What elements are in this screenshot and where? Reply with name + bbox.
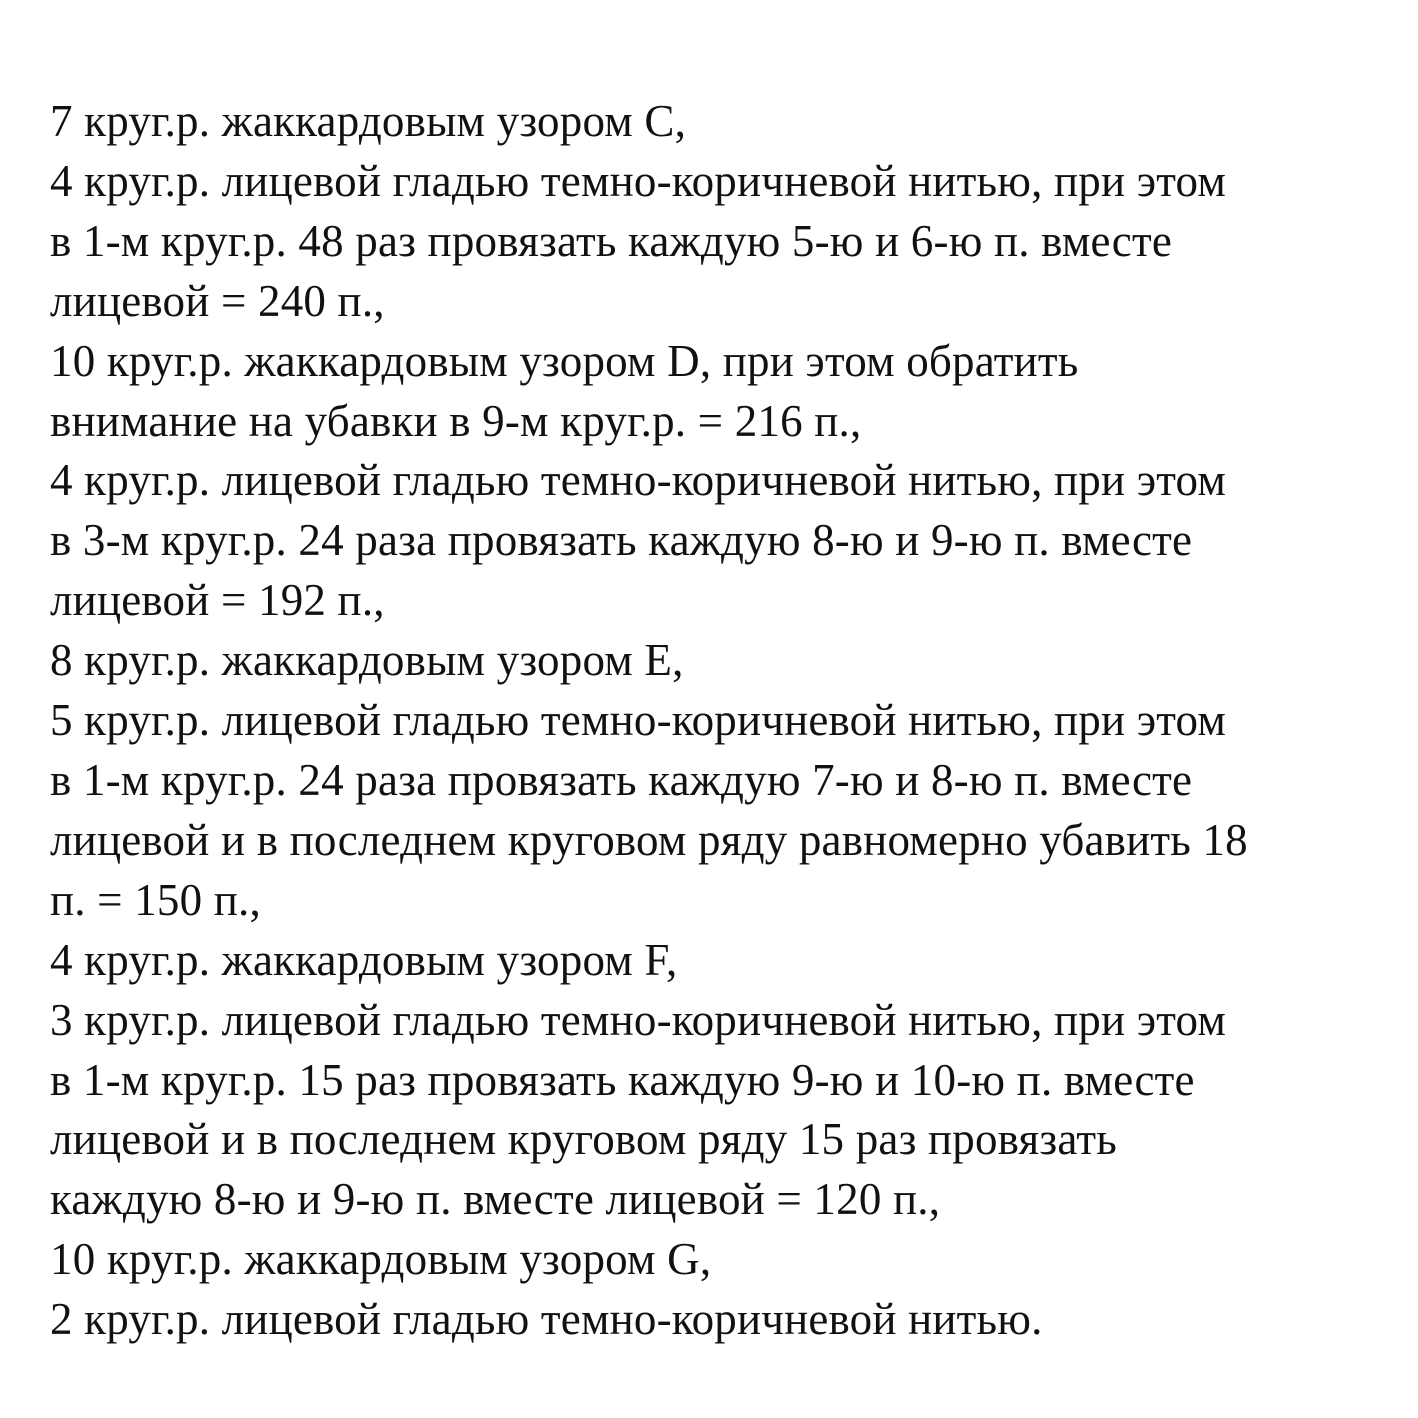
text-line: лицевой и в последнем круговом ряду равномерно убавить 18	[50, 814, 1248, 865]
text-line: в 1-м круг.р. 15 раз провязать каждую 9-ю и 10-ю п. вместе	[50, 1054, 1195, 1105]
text-line: 10 круг.р. жаккардовым узором D, при этом обратить	[50, 335, 1079, 386]
text-line: лицевой и в последнем круговом ряду 15 раз провязать	[50, 1114, 1117, 1165]
text-line: 8 круг.р. жаккардовым узором Е,	[50, 635, 684, 686]
text-line: каждую 8-ю и 9-ю п. вместе лицевой = 120 п.,	[50, 1174, 941, 1225]
instructions-text	[50, 92, 1390, 1350]
text-line: лицевой = 240 п.,	[50, 275, 385, 326]
text-line: в 1-м круг.р. 48 раз провязать каждую 5-ю и 6-ю п. вместе	[50, 215, 1173, 266]
text-line: 7 круг.р. жаккардовым узором С,	[50, 96, 687, 146]
text-line: 4 круг.р. лицевой гладью темно-коричневой нитью, при этом	[50, 455, 1226, 506]
text-line: 4 круг.р. лицевой гладью темно-коричневой нитью, при этом	[50, 155, 1226, 206]
text-line: 10 круг.р. жаккардовым узором G,	[50, 1234, 712, 1285]
text-line: в 1-м круг.р. 24 раза провязать каждую 7-ю и 8-ю п. вместе	[50, 754, 1193, 805]
text-line: 5 круг.р. лицевой гладью темно-коричневой нитью, при этом	[50, 695, 1226, 746]
text-line: 3 круг.р. лицевой гладью темно-коричневой нитью, при этом	[50, 994, 1226, 1045]
text-line: внимание на убавки в 9-м круг.р. = 216 п.,	[50, 395, 862, 446]
text-line: в 3-м круг.р. 24 раза провязать каждую 8-ю и 9-ю п. вместе	[50, 515, 1193, 566]
text-line: 4 круг.р. жаккардовым узором F,	[50, 934, 678, 985]
text-line: 2 круг.р. лицевой гладью темно-коричневой нитью.	[50, 1294, 1043, 1345]
text-line: п. = 150 п.,	[50, 874, 261, 925]
text-line: лицевой = 192 п.,	[50, 575, 385, 626]
